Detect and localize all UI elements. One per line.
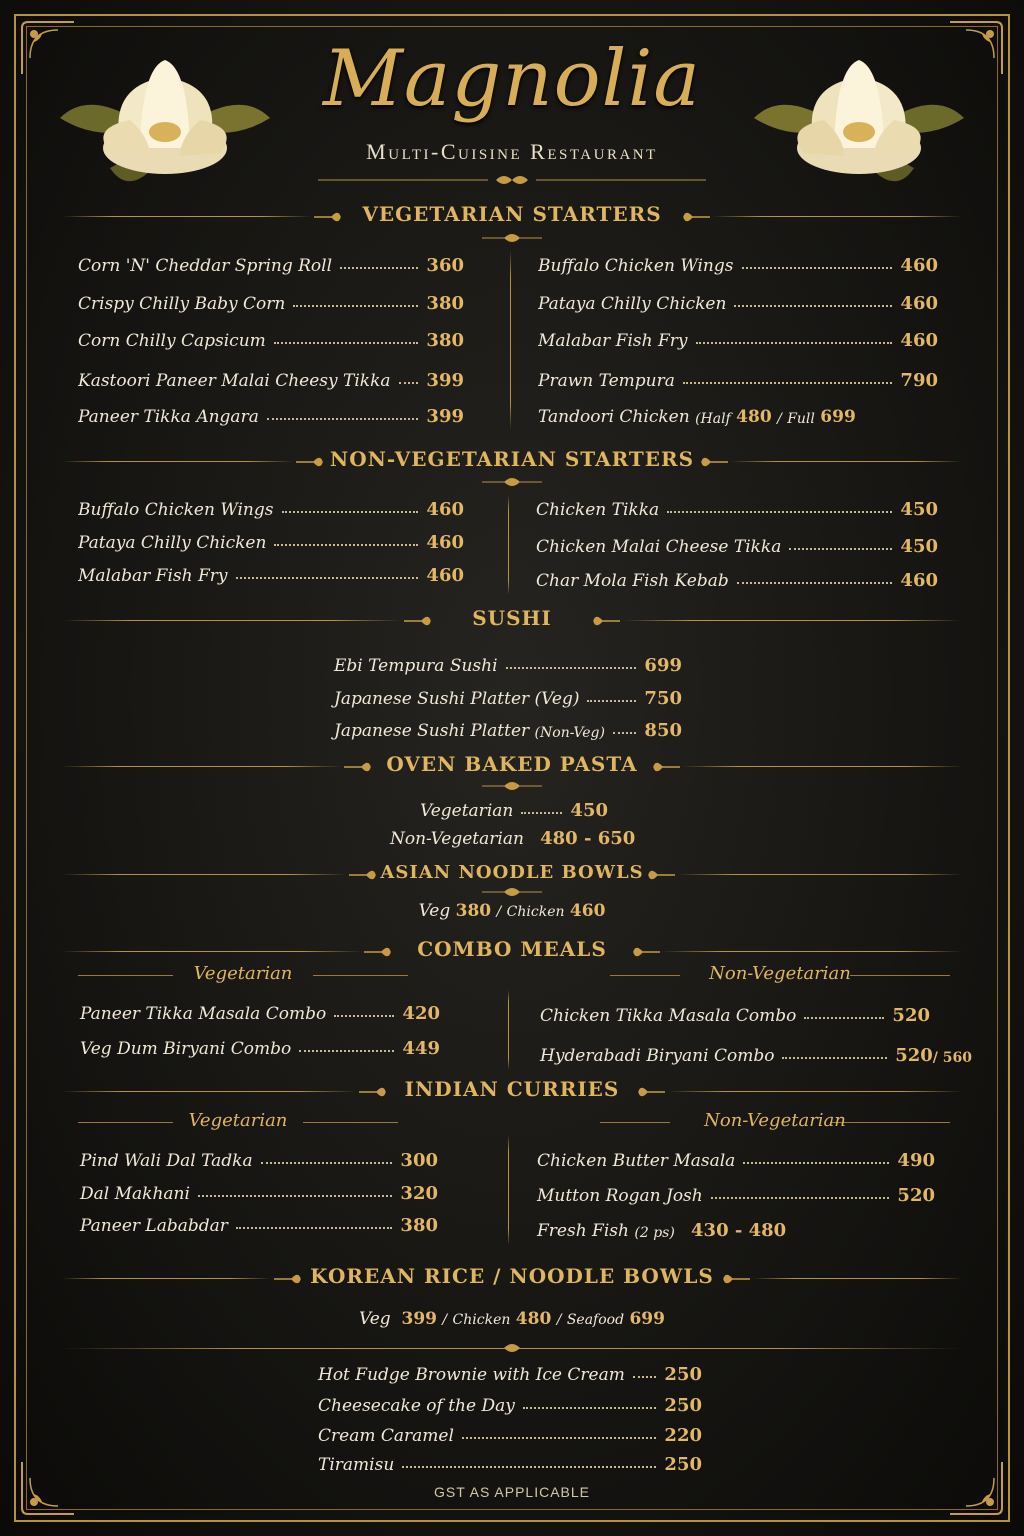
section-header-sushi [62, 604, 962, 638]
menu-item: Tiramisu 250 [318, 1454, 702, 1475]
menu-item: Japanese Sushi Platter (Veg) 750 [334, 688, 682, 709]
menu-item: Chicken Malai Cheese Tikka 450 [536, 536, 938, 557]
subheader-veg: Vegetarian [78, 1110, 398, 1134]
section-underline-ornament-icon [482, 232, 542, 244]
section-title: ASIAN NOODLE BOWLS [380, 862, 644, 883]
section-underline-ornament-icon [482, 886, 542, 898]
gst-note: GST AS APPLICABLE [433, 1484, 591, 1500]
menu-item: Corn Chilly Capsicum 380 [78, 330, 464, 351]
section-title: INDIAN CURRIES [404, 1077, 620, 1101]
section-title: OVEN BAKED PASTA [386, 752, 638, 776]
section-title: SUSHI [472, 606, 552, 630]
section-header-veg-starters [62, 200, 962, 234]
menu-item: Vegetarian 450 [420, 800, 608, 821]
menu-item: Pataya Chilly Chicken 460 [538, 293, 938, 314]
menu-item: Paneer Lababdar 380 [80, 1215, 438, 1236]
section-underline-ornament-icon [482, 1342, 542, 1354]
subheader-nonveg: Non-Vegetarian [600, 1110, 950, 1134]
menu-item: Ebi Tempura Sushi 699 [334, 655, 682, 676]
section-title: COMBO MEALS [417, 937, 607, 961]
column-divider [508, 495, 509, 595]
menu-item: Buffalo Chicken Wings 460 [78, 499, 464, 520]
menu-item: Pind Wali Dal Tadka 300 [80, 1150, 438, 1171]
column-divider [510, 250, 511, 430]
menu-item: Mutton Rogan Josh 520 [537, 1185, 935, 1206]
section-header-curries [62, 1075, 962, 1109]
menu-item: Prawn Tempura 790 [538, 370, 938, 391]
menu-item: Cream Caramel 220 [318, 1425, 702, 1446]
menu-item: Chicken Butter Masala 490 [537, 1150, 935, 1171]
menu-item: Pataya Chilly Chicken 460 [78, 532, 464, 553]
menu-item: Chicken Tikka 450 [536, 499, 938, 520]
subheader-nonveg: Non-Vegetarian [610, 963, 950, 987]
section-underline-ornament-icon [482, 476, 542, 488]
column-divider [508, 990, 509, 1070]
menu-item: Paneer Tikka Angara 399 [78, 406, 464, 427]
section-header-nonveg-starters [62, 445, 962, 479]
section-underline-ornament-icon [482, 780, 542, 792]
menu-item: Corn 'N' Cheddar Spring Roll 360 [78, 255, 464, 276]
section-title: KOREAN RICE / NOODLE BOWLS [310, 1264, 714, 1288]
menu-item: Veg Dum Biryani Combo 449 [80, 1038, 440, 1059]
subheader-veg: Vegetarian [78, 963, 408, 987]
section-title: NON-VEGETARIAN STARTERS [329, 447, 695, 471]
restaurant-subtitle: Multi-Cuisine Restaurant [366, 139, 658, 164]
menu-item: Hot Fudge Brownie with Ice Cream 250 [318, 1364, 702, 1385]
menu-item: Crispy Chilly Baby Corn 380 [78, 293, 464, 314]
menu-item: Buffalo Chicken Wings 460 [538, 255, 938, 276]
menu-item: Dal Makhani 320 [80, 1183, 438, 1204]
menu-item: Fresh Fish (2 ps) 430 - 480 [537, 1220, 787, 1241]
menu-item: Paneer Tikka Masala Combo 420 [80, 1003, 440, 1024]
korean-prices: Veg 399 / Chicken 480 / Seafood 699 [359, 1309, 665, 1329]
section-header-pasta [62, 750, 962, 784]
section-title: VEGETARIAN STARTERS [362, 202, 662, 226]
menu-item: Kastoori Paneer Malai Cheesy Tikka 399 [78, 370, 464, 391]
column-divider [508, 1135, 509, 1245]
menu-item: Japanese Sushi Platter (Non-Veg) 850 [334, 720, 682, 741]
restaurant-name: Magnolia [323, 34, 701, 124]
menu-item: Cheesecake of the Day 250 [318, 1395, 702, 1416]
menu-item: Non-Vegetarian 480 - 650 [390, 828, 636, 849]
menu-item: Malabar Fish Fry 460 [538, 330, 938, 351]
noodle-prices: Veg 380 / Chicken 460 [418, 901, 606, 921]
menu-item: Malabar Fish Fry 460 [78, 565, 464, 586]
menu-item: Hyderabadi Biryani Combo 520 / 560 [540, 1045, 972, 1066]
title-divider-ornament-icon [318, 173, 706, 187]
menu-item: Chicken Tikka Masala Combo 520 [540, 1005, 930, 1026]
menu-item: Char Mola Fish Kebab 460 [536, 570, 938, 591]
menu-item-tandoori: Tandoori Chicken (Half 480 / Full 699 [538, 407, 856, 427]
section-header-korean [62, 1262, 962, 1296]
